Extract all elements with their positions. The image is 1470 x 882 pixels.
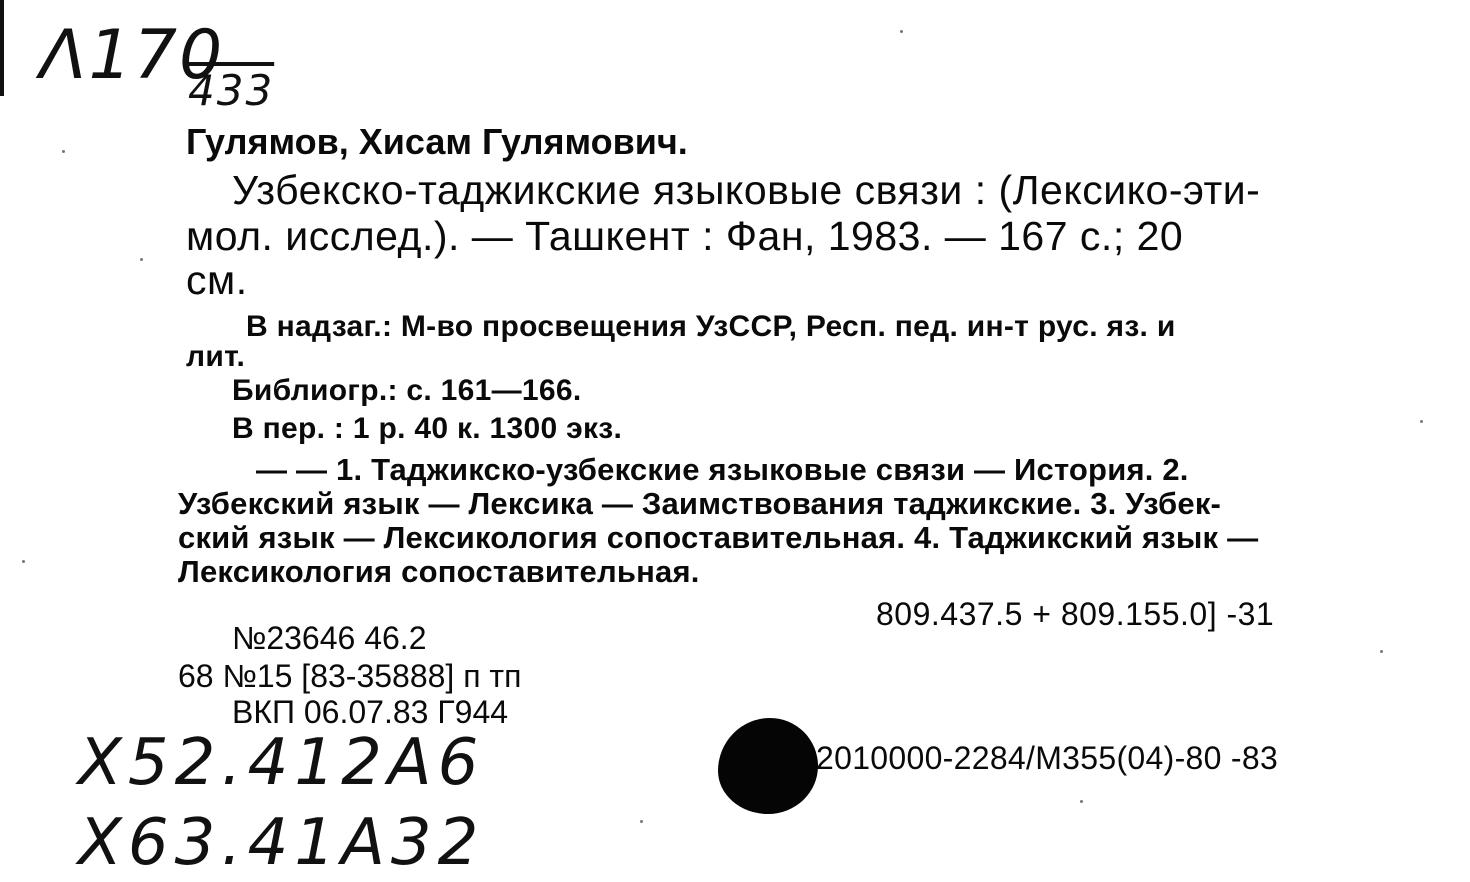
speck <box>22 560 25 563</box>
publication-code: 2010000-2284/М355(04)-80 -83 <box>816 740 1279 776</box>
author-heading: Гулямов, Хисам Гулямович. <box>186 121 688 162</box>
title-line-2: мол. исслед.). — Ташкент : Фан, 1983. — 167 с.; 20 <box>186 213 1184 259</box>
record-line-3: ВКП 06.07.83 Г944 <box>232 694 509 730</box>
subject-line-4: Лексикология сопоставительная. <box>178 554 700 589</box>
note-price: В пер. : 1 р. 40 к. 1300 экз. <box>232 412 623 445</box>
handwritten-shelf-mark: Λ170 <box>40 16 225 95</box>
subject-line-2: Узбекский язык — Лексика — Заимствования таджикские. 3. Узбек- <box>178 486 1222 521</box>
speck <box>1080 800 1083 803</box>
handwritten-call-number-2: X63.41A32 <box>78 806 485 880</box>
title-line-3: см. <box>186 257 248 303</box>
record-line-2: 68 №15 [83-35888] п тп <box>178 658 522 694</box>
speck <box>62 150 65 153</box>
subject-line-1: — — 1. Таджикско-узбекские языковые связи — История. 2. <box>256 452 1189 487</box>
note-bibliography: Библиогр.: с. 161—166. <box>232 374 582 407</box>
subject-line-3: ский язык — Лексикология сопоставительная. 4. Таджикский язык — <box>178 520 1259 555</box>
handwritten-call-number-1: X52.412A6 <box>78 726 485 800</box>
handwritten-shelf-subscript: 433 <box>188 66 275 115</box>
speck <box>1420 420 1423 423</box>
title-line-1: Узбекско-таджикские языковые связи : (Лексико-эти- <box>232 167 1261 213</box>
speck <box>140 258 143 261</box>
speck <box>640 820 643 823</box>
ink-blot <box>718 718 818 814</box>
card-edge <box>0 0 4 96</box>
record-line-1: №23646 46.2 <box>232 620 427 656</box>
note-line-2: лит. <box>186 340 246 373</box>
udc-classification: 809.437.5 + 809.155.0] -31 <box>876 596 1275 632</box>
speck <box>1380 650 1383 653</box>
note-line-1: В надзаг.: М-во просвещения УзССР, Респ. пед. ин-т рус. яз. и <box>246 310 1176 343</box>
speck <box>900 30 903 33</box>
